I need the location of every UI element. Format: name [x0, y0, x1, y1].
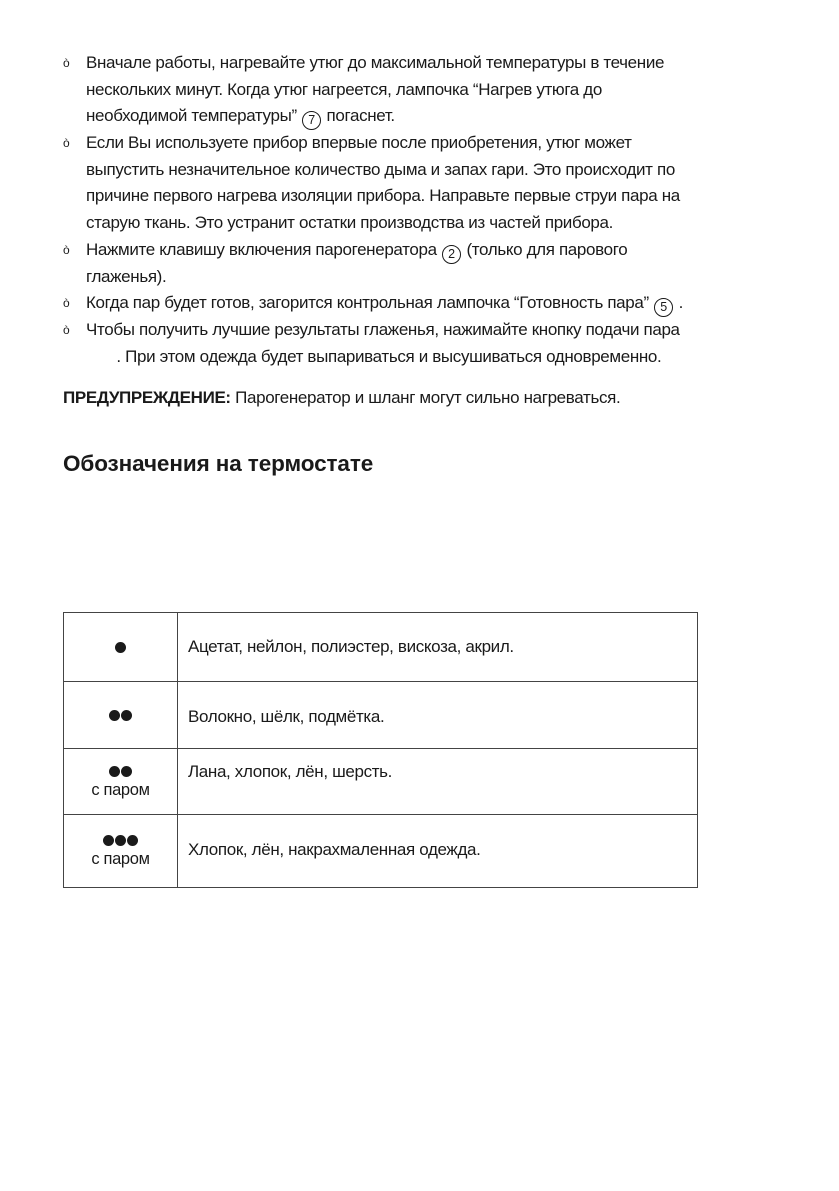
- instruction-text: (только для парового глаженья).: [86, 239, 628, 286]
- steam-button-icon: [86, 348, 112, 362]
- bullet-marker: ò: [63, 56, 70, 70]
- instruction-text: Чтобы получить лучшие результаты глаженья, нажимайте кнопку подачи пара: [86, 320, 680, 340]
- instruction-text: Вначале работы, нагревайте утюг до максимальной температуры в течение нескольких минут. Когда утюг нагреется, лампочка “Нагрев утюга до необходимой температуры”: [86, 53, 665, 126]
- instruction-text: Нажмите клавишу включения парогенератора: [86, 239, 442, 259]
- symbol-cell: [64, 749, 178, 815]
- bullet-marker: ò: [63, 323, 70, 338]
- part-number-ref: 5: [654, 298, 673, 317]
- instruction-page: [63, 50, 703, 868]
- instruction-item: [63, 290, 698, 317]
- bullet-marker: ò: [63, 242, 70, 257]
- dot-icon: [64, 763, 177, 779]
- instruction-text: Если Вы используете прибор впервые после приобретения, утюг может выпустить незначительное количество дыма и запах гари. Это происходит по причине первого нагрева изоляции прибора. Направьте первые струи пара на старую ткань. Это устранит остатки производства из частей прибора.: [86, 133, 680, 232]
- table-row: [64, 749, 698, 815]
- description-cell: Хлопок, лён, накрахмаленная одежда.: [178, 815, 698, 888]
- description-cell: Волокно, шёлк, подмётка.: [178, 682, 698, 749]
- warning-label: ПРЕДУПРЕЖДЕНИЕ:: [63, 388, 231, 408]
- thermostat-table: [63, 612, 698, 888]
- instruction-list: [63, 50, 703, 370]
- part-number-ref: 2: [442, 245, 461, 264]
- instruction-item: [63, 130, 698, 236]
- warning-note: [63, 383, 683, 413]
- instruction-text: погаснет.: [326, 106, 395, 126]
- symbol-cell: [64, 815, 178, 888]
- steam-label: с паром: [91, 780, 150, 799]
- table-row: [64, 613, 698, 682]
- instruction-text: .: [678, 293, 683, 313]
- bullet-marker: ò: [63, 296, 70, 311]
- bullet-marker: ò: [63, 136, 70, 151]
- instruction-text: . При этом одежда будет выпариваться и высушиваться одновременно.: [116, 346, 662, 366]
- symbol-cell: [64, 613, 178, 682]
- part-number-ref: 7: [302, 111, 321, 130]
- table-row: [64, 815, 698, 888]
- dot-icon: [64, 707, 177, 723]
- symbol-cell: [64, 682, 178, 749]
- section-title: Обозначения на термостате: [63, 451, 374, 477]
- instruction-item: [63, 237, 698, 291]
- instruction-text: Когда пар будет готов, загорится контрольная лампочка “Готовность пара”: [86, 293, 649, 313]
- dot-icon: [64, 639, 177, 655]
- warning-text: Парогенератор и шланг могут сильно нагреваться.: [230, 388, 621, 408]
- dot-icon: [64, 832, 177, 848]
- instruction-item: [63, 317, 698, 370]
- table-row: [64, 682, 698, 749]
- instruction-item: [63, 50, 698, 130]
- steam-label: с паром: [91, 850, 150, 868]
- description-cell: Лана, хлопок, лён, шерсть.: [178, 749, 698, 815]
- description-cell: Ацетат, нейлон, полиэстер, вискоза, акрил.: [178, 613, 698, 682]
